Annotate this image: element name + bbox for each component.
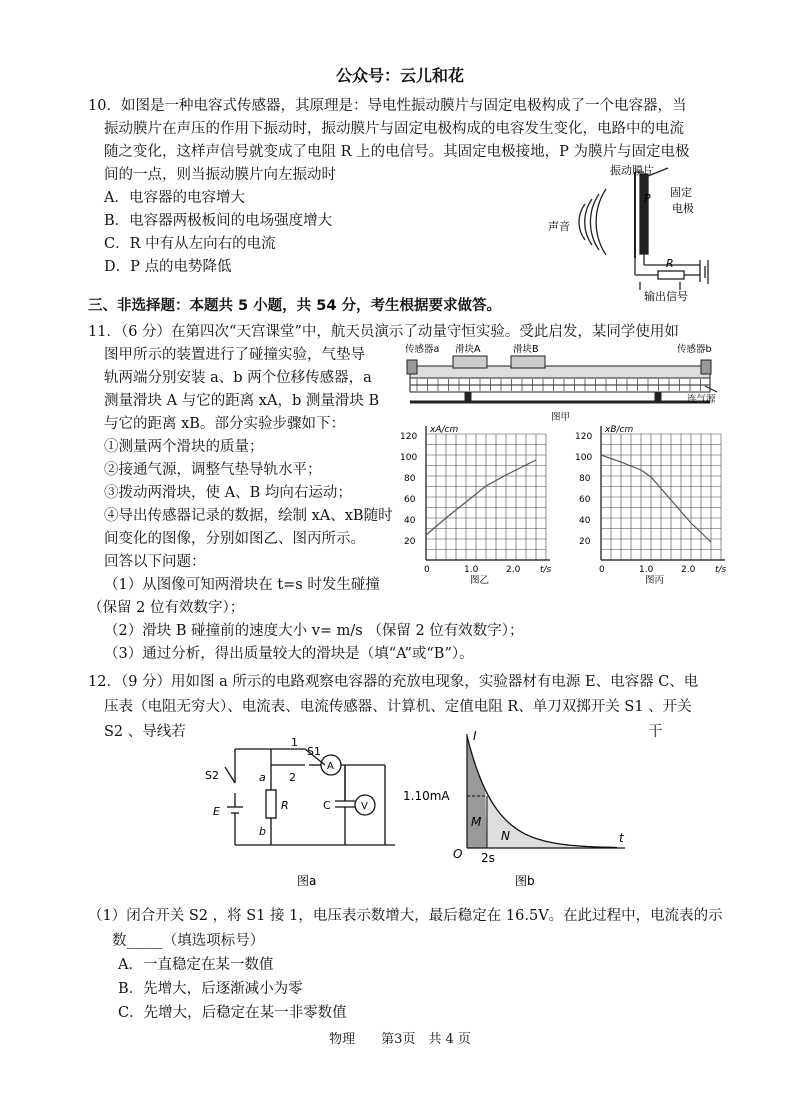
label-slider-a: 滑块A <box>455 344 481 355</box>
q11-line-3: 轨两端分别安装 a、b 两个位移传感器，a <box>104 370 372 386</box>
label-p: P <box>644 192 651 205</box>
label-r: R <box>666 257 674 270</box>
graph-bing-xtick-2: 2.0 <box>681 565 696 575</box>
q11-part-3: （3）通过分析，得出质量较大的滑块是（填“A”或“B”）。 <box>104 646 474 662</box>
graph-yi-ytick-100: 100 <box>400 453 418 463</box>
graph-b <box>395 728 635 893</box>
graph-yi-ytick-120: 120 <box>400 432 418 442</box>
q11-step-1: ①测量两个滑块的质量； <box>104 439 264 455</box>
graph-bing <box>575 420 735 585</box>
caption-bing: 图丙 <box>645 575 665 585</box>
q12-line-4: 干 <box>648 724 663 740</box>
label-electrode-2: 电极 <box>672 202 694 215</box>
q12-option-b: B．先增大，后逐渐减小为零 <box>118 981 303 997</box>
circuit-label-2: 2 <box>289 771 296 784</box>
label-membrane: 振动膜片 <box>610 164 654 177</box>
q10-line-2: 振动膜片在声压的作用下振动时，振动膜片与固定电极构成的电容发生变化，电路中的电流 <box>104 121 684 137</box>
graph-yi-ylabel: xA/cm <box>430 425 459 435</box>
q12-line-2: 压表（电阻无穷大）、电流表、电流传感器、计算机、定值电阻 R、单刀双掷开关 S1 、开关 <box>104 699 692 715</box>
page-footer: 物理 第3页 共 4 页 <box>329 1032 471 1047</box>
q10-line-3: 随之变化，这样声信号就变成了电阻 R 上的电信号。其固定电极接地，P 为膜片与固定电极 <box>104 144 690 160</box>
q11-line-2: 图甲所示的装置进行了碰撞实验，气垫导 <box>104 347 365 363</box>
graph-b-m-label: M <box>471 815 482 829</box>
circuit-figure <box>205 735 395 895</box>
graph-yi-xtick-1: 1.0 <box>464 565 479 575</box>
graph-bing-ytick-20: 20 <box>579 537 591 547</box>
graph-bing-xlabel: t/s <box>715 565 727 575</box>
graph-yi-ytick-40: 40 <box>404 516 416 526</box>
q10-line-1: 10．如图是一种电容式传感器，其原理是：导电性振动膜片与固定电极构成了一个电容器，当 <box>88 98 687 114</box>
q11-step-4a: ④导出传感器记录的数据，绘制 xA、xB随时 <box>104 508 393 524</box>
circuit-label-e: E <box>213 805 220 818</box>
q12-part1-line-1: （1）闭合开关 S2 ，将 S1 接 1，电压表示数增大，最后稳定在 16.5V。在此过程中，电流表的示 <box>88 908 723 924</box>
q11-line-5: 与它的距离 xB。部分实验步骤如下： <box>104 416 345 432</box>
ammeter-label: A <box>327 761 334 772</box>
q12-option-c: C．先增大，后稳定在某一非零数值 <box>118 1005 347 1021</box>
q10-option-d: D．P 点的电势降低 <box>104 259 232 275</box>
graph-bing-xtick-0: 0 <box>599 565 605 575</box>
graph-bing-ytick-80: 80 <box>579 474 591 484</box>
q10-option-c: C．R 中有从左向右的电流 <box>104 236 276 252</box>
q11-part-1: （1）从图像可知两滑块在 t=s 时发生碰撞 <box>104 577 380 593</box>
graph-b-t-label: t <box>619 831 624 845</box>
label-sensor-a: 传感器a <box>405 344 440 355</box>
graph-yi-curve <box>426 460 536 535</box>
page-header: 公众号：云儿和花 <box>335 66 464 85</box>
q10-line-4: 间的一点，则当振动膜片向左振动时 <box>104 167 336 183</box>
circuit-label-s1: S1 <box>307 745 321 758</box>
label-electrode-1: 固定 <box>670 186 692 199</box>
caption-a: 图a <box>297 874 317 888</box>
q11-part-2: （2）滑块 B 碰撞前的速度大小 v= m/s （保留 2 位有效数字）； <box>104 623 524 639</box>
q11-prompt: 回答以下问题： <box>104 554 206 570</box>
q12-option-a: A．一直稳定在某一数值 <box>118 957 274 973</box>
circuit-label-a: a <box>259 771 266 784</box>
circuit-label-c: C <box>323 799 331 812</box>
q12-line-1: 12．（9 分）用如图 a 所示的电路观察电容器的充放电现象，实验器材有电源 E、电容器 C、电 <box>88 674 699 690</box>
graph-b-time-label: 2s <box>481 851 495 865</box>
circuit-label-r: R <box>281 799 289 812</box>
graph-bing-curve <box>601 455 711 542</box>
graph-bing-xtick-1: 1.0 <box>639 565 654 575</box>
caption-jia: 图甲 <box>551 412 571 422</box>
q11-step-4b: 间变化的图像，分别如图乙、图丙所示。 <box>104 531 365 547</box>
graph-bing-ylabel: xB/cm <box>605 425 634 435</box>
q11-part-1b: （保留 2 位有效数字）； <box>88 600 245 616</box>
caption-yi: 图乙 <box>470 575 490 585</box>
graph-b-origin: O <box>453 847 463 861</box>
graph-yi-xtick-0: 0 <box>424 565 430 575</box>
q11-step-3: ③拨动两滑块，使 A、B 均向右运动； <box>104 485 352 501</box>
label-slider-b: 滑块B <box>513 344 539 355</box>
circuit-label-s2: S2 <box>205 769 219 782</box>
q11-line-4: 测量滑块 A 与它的距离 xA，b 测量滑块 B <box>104 393 380 409</box>
label-sensor-b: 传感器b <box>677 344 712 355</box>
section3-title: 三、非选择题：本题共 5 小题，共 54 分，考生根据要求做答。 <box>88 298 501 314</box>
graph-b-i-label: I <box>473 729 477 743</box>
label-air-source: 连气源 <box>687 394 716 405</box>
graph-bing-ytick-60: 60 <box>579 495 591 505</box>
graph-b-area-m <box>467 736 487 848</box>
graph-yi-ytick-60: 60 <box>404 495 416 505</box>
graph-yi-ytick-80: 80 <box>404 474 416 484</box>
q12-line-3: S2 、导线若 <box>104 724 186 740</box>
label-sound: 声音 <box>548 220 570 233</box>
q11-step-2: ②接通气源，调整气垫导轨水平； <box>104 462 322 478</box>
graph-yi-xtick-2: 2.0 <box>506 565 521 575</box>
q11-line-1: 11．（6 分）在第四次“天宫课堂”中，航天员演示了动量守恒实验。受此启发，某同学使用如 <box>88 324 679 340</box>
graph-b-area-n <box>467 736 617 848</box>
graph-b-current-label: 1.10mA <box>403 789 450 803</box>
q10-option-a: A．电容器的电容增大 <box>104 190 245 206</box>
graph-bing-ytick-100: 100 <box>575 453 593 463</box>
q10-option-b: B．电容器两极板间的电场强度增大 <box>104 213 333 229</box>
graph-yi <box>400 420 560 585</box>
q11-apparatus-figure <box>405 342 725 422</box>
circuit-label-1: 1 <box>291 736 298 749</box>
q12-part1-line-2: 数_____（填选项标号） <box>112 933 265 949</box>
voltmeter-label: V <box>361 801 368 812</box>
q10-sensor-figure <box>540 160 730 305</box>
graph-yi-ytick-20: 20 <box>404 537 416 547</box>
graph-b-n-label: N <box>501 829 510 843</box>
label-output: 输出信号 <box>644 290 688 303</box>
graph-yi-xlabel: t/s <box>540 565 552 575</box>
circuit-label-b: b <box>259 825 266 838</box>
caption-b: 图b <box>515 874 535 888</box>
graph-bing-ytick-120: 120 <box>575 432 593 442</box>
graph-bing-ytick-40: 40 <box>579 516 591 526</box>
